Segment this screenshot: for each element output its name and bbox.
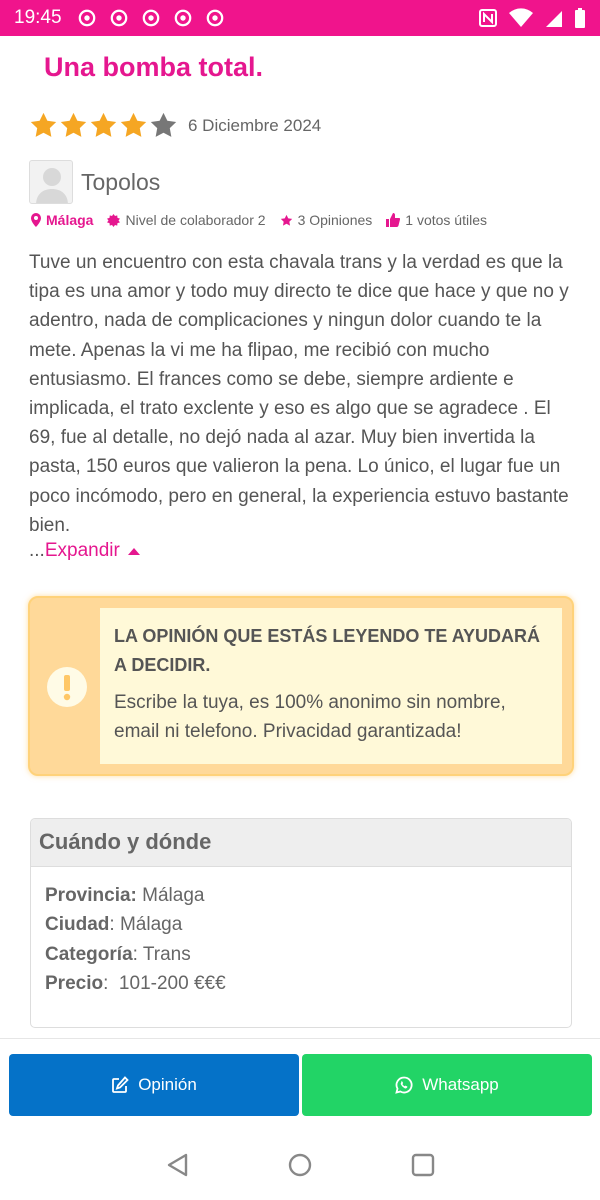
system-icons (478, 8, 586, 28)
back-icon[interactable] (165, 1152, 191, 1178)
info-list (31, 867, 571, 1012)
badge-icon (107, 214, 120, 227)
map-pin-icon (31, 213, 41, 227)
meta-votes-label: 1 votos útiles (405, 212, 487, 228)
whatsapp-icon (395, 1076, 413, 1094)
caret-up-icon (128, 547, 140, 555)
callout-content (100, 608, 562, 764)
info-label: Categoría (45, 943, 133, 965)
review-body: Tuve un encuentro con esta chavala trans y la verdad es que la tipa es una amor y todo muy directo te dice que hace y que no y adentro, nada de complicaciones y ningun dolor cuando te la mete. Apenas la vi me ha flipao, me recibió con mucho entusiasmo. El frances como se debe, siempre ardiente e implicada, el trato exclente y eso es algo que se agradece . El 69, fue al detalle, no dejó nada al azar. Muy bien invertida la pasta, 150 euros que valieron la pena. Lo único, el lugar fue un poco incómodo, pero en general, la experiencia estuvo bastante bien. (29, 252, 569, 536)
callout-heading: LA OPINIÓN QUE ESTÁS LEYENDO TE AYUDARÁ A DECIDIR. (114, 626, 541, 675)
info-value: : Málaga (109, 914, 183, 936)
signal-icon (544, 8, 564, 28)
nfc-icon (478, 8, 498, 28)
home-icon[interactable] (287, 1152, 313, 1178)
expand-ellipsis: ... (29, 540, 45, 561)
info-row-category (45, 940, 557, 969)
expand-link[interactable] (29, 540, 140, 562)
info-row-province (45, 881, 557, 910)
status-time: 19:45 (14, 7, 62, 28)
info-value: : Trans (132, 943, 191, 965)
chrome-icon (174, 9, 192, 27)
opinion-button[interactable] (9, 1054, 299, 1116)
star-filled-icon (89, 111, 118, 140)
expand-label[interactable]: Expandir (44, 540, 120, 561)
chrome-icon (142, 9, 160, 27)
star-icon (280, 214, 293, 227)
info-label: Precio (45, 972, 104, 994)
star-filled-icon (29, 111, 58, 140)
info-value: : 101-200 €€€ (103, 972, 226, 994)
star-filled-icon (119, 111, 148, 140)
exclamation-icon (46, 666, 88, 708)
avatar (29, 160, 73, 204)
when-where-card (30, 818, 572, 1028)
meta-level-label: Nivel de colaborador 2 (125, 212, 266, 228)
divider (0, 1038, 600, 1039)
meta-votes (386, 212, 487, 228)
rating-row (29, 111, 321, 140)
review-title: Una bomba total. (44, 52, 264, 82)
author-row (29, 160, 160, 204)
star-rating (29, 111, 178, 140)
info-row-price (45, 969, 557, 998)
edit-icon (111, 1076, 129, 1094)
recents-icon[interactable] (410, 1152, 436, 1178)
review-date: 6 Diciembre 2024 (188, 115, 322, 135)
info-label: Provincia: (45, 885, 137, 906)
chrome-icon (78, 9, 96, 27)
notification-icons (78, 9, 224, 27)
avatar-icon (30, 161, 73, 204)
chrome-icon (110, 9, 128, 27)
chrome-icon (206, 9, 224, 27)
info-label: Ciudad (45, 914, 110, 936)
whatsapp-button[interactable] (302, 1054, 592, 1116)
write-review-callout (28, 596, 574, 776)
meta-opinions-label: 3 Opiniones (297, 212, 373, 228)
meta-location-label: Málaga (46, 212, 94, 228)
info-row-city (45, 910, 557, 939)
star-empty-icon (149, 111, 178, 140)
battery-icon (574, 8, 586, 28)
star-filled-icon (59, 111, 88, 140)
card-header: Cuándo y dónde (31, 819, 571, 867)
callout-text: Escribe la tuya, es 100% anonimo sin nombre, email ni telefono. Privacidad garantizada! (114, 692, 506, 742)
author-meta (31, 212, 501, 228)
meta-level (107, 212, 265, 228)
meta-opinions (280, 212, 373, 228)
wifi-icon (508, 8, 534, 28)
meta-location (31, 212, 93, 228)
author-name[interactable]: Topolos (81, 168, 161, 195)
info-value: Málaga (136, 885, 205, 906)
navigation-bar (0, 1130, 600, 1200)
opinion-button-label: Opinión (138, 1075, 197, 1094)
status-bar (0, 0, 600, 36)
whatsapp-button-label: Whatsapp (422, 1075, 499, 1094)
thumbs-up-icon (386, 213, 400, 227)
